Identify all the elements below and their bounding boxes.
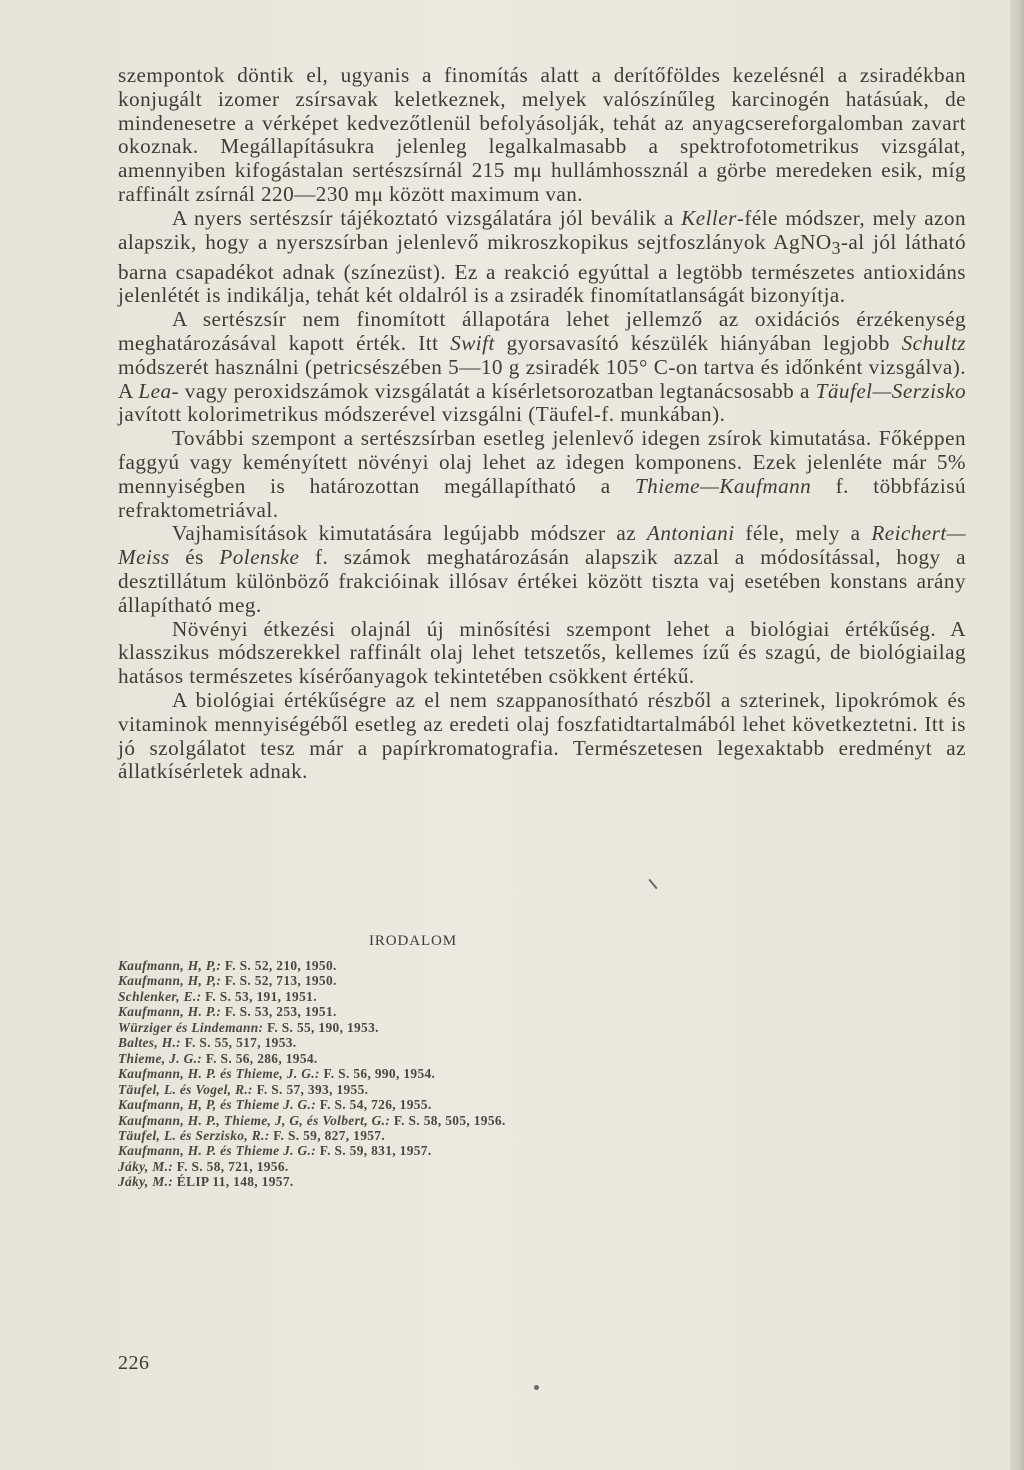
text-run: javított kolorimetrikus módszerével vizsgálni (Täufel-f. munkában). [118, 402, 726, 427]
reference-authors: Kaufmann, H, P,: [118, 958, 222, 973]
reference-item [118, 989, 738, 1004]
reference-item [118, 1159, 738, 1174]
reference-authors: Kaufmann, H. P.: [118, 1004, 222, 1020]
reference-authors: Schlenker, E.: [118, 988, 202, 1004]
text-run: és [169, 545, 220, 570]
body-paragraph [118, 689, 966, 784]
reference-item [118, 1066, 738, 1081]
body-paragraph [118, 207, 966, 308]
reference-item [118, 1035, 738, 1050]
body-paragraph [118, 64, 966, 207]
text-run: További szempont a sertészsírban esetleg jelenlevő idegen zsírok kimutatása. Főképpen faggyú vagy keményített növényi olaj lehet az idegen komponens. Ezek jelenléte már 5% mennyiségben is határozottan megállapítható a [118, 426, 966, 498]
reference-authors: Jáky, M.: [118, 1174, 174, 1190]
reference-item [118, 973, 738, 988]
reference-source: F. S. 52, 713, 1950. [224, 973, 337, 989]
reference-item [118, 1174, 738, 1189]
reference-authors: Thieme, J. G.: [118, 1050, 203, 1066]
italic-name: Schultz [901, 331, 966, 355]
reference-source: F. S. 54, 726, 1955. [319, 1097, 432, 1113]
reference-authors: Kaufmann, H. P. és Thieme, J. G.: [118, 1066, 320, 1082]
body-text [118, 64, 966, 784]
italic-name: Keller [681, 205, 737, 230]
text-run: f. többfázisú refraktometriával. [118, 473, 966, 522]
reference-source: F. S. 55, 190, 1953. [267, 1019, 379, 1035]
body-paragraph [118, 308, 966, 427]
text-run: A biológiai értékűségre az el nem szappanosítható részből a szterinek, lipokrómok és vitaminok mennyiségéből esetleg az eredeti olaj foszfatidtartalmából lehet következtetni. Itt is jó szolgálatot tesz már a papírkromatografia. Természetesen legexaktabb eredményt az állatkísérletek adnak. [118, 687, 966, 784]
reference-source: F. S. 56, 990, 1954. [323, 1066, 436, 1082]
reference-source: F. S. 56, 286, 1954. [205, 1050, 318, 1066]
text-run: -al jól látható barna csapadékot adnak (színezüst). Ez a reakció egyúttal a legtöbb természetes antioxidáns jelenlétét is indikálja, tehát két oldalról is a zsiradék finomítatlanságát bizonyítja. [118, 229, 966, 308]
reference-authors: Kaufmann, H. P., Thieme, J, G, és Volbert, G.: [118, 1112, 391, 1128]
italic-name: Polenske [219, 545, 300, 570]
scan-dot [534, 1385, 539, 1390]
reference-source: F. S. 52, 210, 1950. [224, 958, 337, 973]
text-run: vagy peroxidszámok vizsgálatát a kísérletsorozatban legtanácsosabb a [179, 378, 816, 403]
reference-source: F. S. 53, 191, 1951. [205, 988, 317, 1004]
reference-item [118, 1143, 738, 1158]
reference-item [118, 1051, 738, 1066]
reference-authors: Baltes, H.: [118, 1035, 181, 1051]
reference-item [118, 1082, 738, 1097]
reference-item [118, 1020, 738, 1035]
text-run: A nyers sertészsír tájékoztató vizsgálatára jól beválik a [172, 205, 682, 230]
references-list [118, 958, 738, 1190]
reference-source: F. S. 55, 517, 1953. [184, 1035, 297, 1051]
text-run: szempontok döntik el, ugyanis a finomítás alatt a derítőföldes kezelésnél a zsiradékban konjugált izomer zsírsavak keletkeznek, melyek valószínűleg karcinogén hatásúak, de mindenesetre a vérképet kedvezőtlenül befolyásolják, tehát az anyagcsereforgalomban zavart okoznak. Megállapításukra jelenleg legalkalmasabb a spektrofotometrikus vizsgálat, amennyiben kifogástalan sertészsírnál 215 mμ hullámhossznál a görbe meredeken esik, míg raffinált zsírnál 220—230 mμ között maximum van. [118, 63, 966, 206]
text-run: féle, mely a [734, 521, 872, 546]
italic-name: Antoniani [646, 521, 735, 546]
reference-source: F. S. 58, 505, 1956. [393, 1112, 506, 1128]
reference-source: F. S. 59, 831, 1957. [319, 1143, 432, 1159]
text-run: Vajhamisítások kimutatására legújabb módszer az [172, 521, 647, 546]
italic-name: Reichert—Meiss [118, 521, 966, 570]
reference-item [118, 958, 738, 973]
reference-authors: Kaufmann, H, P, és Thieme J. G.: [118, 1097, 317, 1113]
italic-name: Lea- [138, 378, 180, 403]
italic-name: Swift [450, 331, 495, 355]
reference-source: F. S. 58, 721, 1956. [176, 1158, 289, 1174]
reference-authors: Kaufmann, H. P. és Thieme J. G.: [118, 1143, 317, 1159]
reference-authors: Täufel, L. és Vogel, R.: [118, 1081, 253, 1097]
page-number: 226 [118, 1352, 150, 1374]
reference-item [118, 1097, 738, 1112]
body-paragraph [118, 618, 966, 689]
subscript: 3 [831, 237, 841, 258]
reference-authors: Täufel, L. és Serzisko, R.: [118, 1127, 270, 1143]
italic-name: Thieme—Kaufmann [634, 473, 812, 498]
references-heading: IRODALOM [368, 933, 458, 949]
text-run: módszerét használni (petricsészében 5—10 g zsiradék 105° C-on tartva és időnként vizsgálva). A [118, 354, 966, 403]
scan-mark [648, 879, 657, 889]
text-run: A sertészsír nem finomított állapotára lehet jellemző az oxidációs érzékenység meghatározásával kapott érték. Itt [118, 307, 966, 355]
reference-source: ÉLIP 11, 148, 1957. [176, 1174, 294, 1190]
body-paragraph [118, 427, 966, 522]
reference-item [118, 1113, 738, 1128]
text-run: Növényi étkezési olajnál új minősítési szempont lehet a biológiai értékűség. A klasszikus módszerekkel raffinált olaj lehet tetszetős, kellemes ízű és szagú, de biológiailag hatásos természetes kísérőanyagok tekintetében csökkent értékű. [118, 616, 966, 689]
reference-source: F. S. 57, 393, 1955. [256, 1081, 369, 1097]
reference-authors: Jáky, M.: [118, 1158, 174, 1174]
reference-item [118, 1128, 738, 1143]
italic-name: Täufel—Serzisko [815, 378, 967, 403]
reference-source: F. S. 53, 253, 1951. [224, 1004, 337, 1020]
reference-authors: Würziger és Lindemann: [118, 1019, 264, 1035]
body-paragraph [118, 522, 966, 617]
text-run: f. számok meghatározásán alapszik azzal a módosítással, hogy a desztillátum különböző frakcióinak illósav értékei között tiszta vaj esetében konstans arány állapítható meg. [118, 545, 966, 617]
text-run: -féle módszer, mely azon alapszik, hogy a nyerszsírban jelenlevő mikroszkopikus sejtfoszlányok AgNO [118, 205, 966, 254]
reference-authors: Kaufmann, H, P,: [118, 973, 222, 989]
reference-source: F. S. 59, 827, 1957. [273, 1127, 386, 1143]
page-edge-shadow [1010, 0, 1024, 1470]
reference-item [118, 1004, 738, 1019]
text-run: gyorsavasító készülék hiányában legjobb [494, 331, 902, 355]
